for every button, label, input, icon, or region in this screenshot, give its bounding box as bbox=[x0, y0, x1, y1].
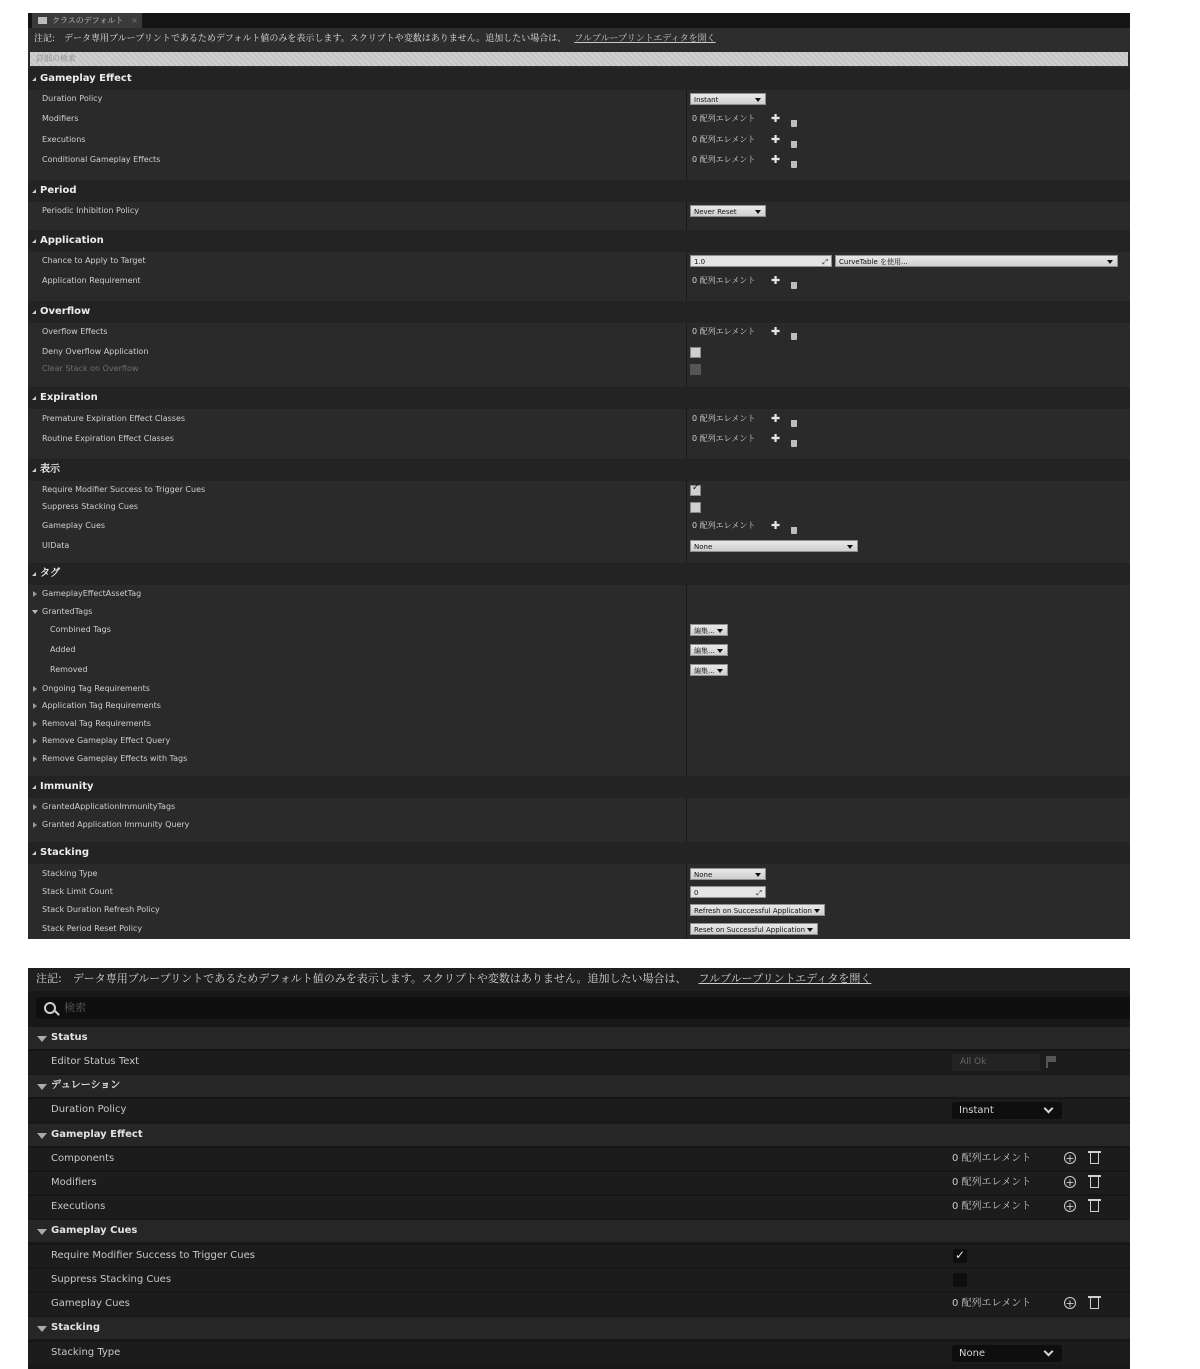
label: Clear Stack on Overflow bbox=[42, 364, 139, 373]
category-tags[interactable]: タグ bbox=[28, 563, 1130, 585]
note-text: 注記: データ専用ブループリントであるためデフォルト値のみを表示します。スクリプトや変数はありません。追加したい場合は、 bbox=[34, 34, 567, 44]
blueprint-icon bbox=[38, 17, 47, 24]
stack-duration-refresh-dropdown[interactable]: Refresh on Successful Application bbox=[690, 904, 825, 916]
label: Require Modifier Success to Trigger Cues bbox=[51, 1250, 255, 1261]
row-remove-effect-query[interactable] bbox=[28, 732, 1130, 750]
row-stacking-type bbox=[28, 865, 1130, 883]
row-clear-stack bbox=[28, 360, 1130, 378]
trash-icon[interactable] bbox=[1090, 1201, 1099, 1212]
label: Remove Gameplay Effects with Tags bbox=[42, 754, 188, 763]
curve-table-dropdown[interactable]: CurveTable を使用... bbox=[835, 255, 1118, 267]
stacking-type-value: None bbox=[959, 1348, 986, 1359]
array-count: 0 配列エレメント bbox=[692, 414, 756, 423]
suppress-stacking-checkbox[interactable] bbox=[690, 502, 701, 513]
row-application-tag-req[interactable] bbox=[28, 697, 1130, 715]
category-display[interactable]: 表示 bbox=[28, 459, 1130, 481]
category-immunity[interactable]: Immunity bbox=[28, 776, 1130, 798]
add-element-icon[interactable]: ✚ bbox=[771, 412, 781, 425]
label: Stack Period Reset Policy bbox=[42, 924, 143, 933]
stacking-type-dropdown[interactable] bbox=[952, 1345, 1062, 1362]
row-chance-to-apply bbox=[28, 252, 1130, 270]
array-count: 0 配列エレメント bbox=[692, 434, 756, 443]
label: Deny Overflow Application bbox=[42, 347, 149, 356]
tab-label: クラスのデフォルト bbox=[52, 16, 124, 25]
open-full-editor-link[interactable]: フルブループリントエディタを開く bbox=[698, 972, 872, 985]
label: Gameplay Cues bbox=[51, 1298, 130, 1309]
row-application-requirement bbox=[28, 272, 1130, 290]
label: Stack Limit Count bbox=[42, 887, 113, 896]
duration-policy-dropdown[interactable]: Instant bbox=[690, 93, 766, 105]
row-stack-duration-refresh bbox=[28, 901, 1130, 919]
label: Added bbox=[50, 645, 76, 654]
add-element-icon[interactable]: + bbox=[1065, 1152, 1075, 1165]
row-added-tags bbox=[28, 641, 1130, 659]
label: Routine Expiration Effect Classes bbox=[42, 434, 174, 443]
label: Removed bbox=[50, 665, 88, 674]
label: Duration Policy bbox=[42, 94, 103, 103]
category-gameplay-effect[interactable]: Gameplay Effect bbox=[28, 1124, 1130, 1146]
row-require-modifier-success bbox=[28, 1244, 1130, 1267]
row-modifiers bbox=[28, 1171, 1130, 1194]
label: Stacking Type bbox=[42, 869, 98, 878]
array-count: 0 配列エレメント bbox=[692, 155, 756, 164]
add-element-icon[interactable]: ✚ bbox=[771, 133, 781, 146]
expand-arrow-icon[interactable] bbox=[33, 686, 37, 692]
row-deny-overflow bbox=[28, 343, 1130, 361]
row-granted-immunity-tags[interactable] bbox=[28, 798, 1130, 816]
add-element-icon[interactable]: ✚ bbox=[771, 274, 781, 287]
row-overflow-effects bbox=[28, 323, 1130, 341]
delete-icon[interactable] bbox=[791, 137, 797, 144]
array-count: 0 配列エレメント bbox=[952, 1201, 1032, 1212]
row-modifiers bbox=[28, 110, 1130, 128]
label: Ongoing Tag Requirements bbox=[42, 684, 150, 693]
row-asset-tag[interactable] bbox=[28, 585, 1130, 603]
uidata-dropdown[interactable]: None bbox=[690, 540, 858, 552]
add-element-icon[interactable]: ✚ bbox=[771, 519, 781, 532]
row-combined-tags bbox=[28, 621, 1130, 639]
expand-arrow-icon[interactable] bbox=[33, 756, 37, 762]
label: Application Requirement bbox=[42, 276, 141, 285]
category-stacking[interactable]: Stacking bbox=[28, 1317, 1130, 1339]
note-text: 注記: データ専用ブループリントであるためデフォルト値のみを表示します。スクリプトや変数はありません。追加したい場合は、 bbox=[36, 972, 687, 985]
require-modifier-checkbox[interactable] bbox=[953, 1249, 967, 1263]
add-element-icon[interactable]: ✚ bbox=[771, 432, 781, 445]
delete-icon[interactable] bbox=[791, 436, 797, 443]
require-modifier-checkbox[interactable] bbox=[690, 485, 701, 496]
collapse-arrow-icon[interactable] bbox=[32, 610, 38, 614]
expand-arrow-icon[interactable] bbox=[33, 804, 37, 810]
category-expiration[interactable]: Expiration bbox=[28, 387, 1130, 409]
delete-icon[interactable] bbox=[791, 329, 797, 336]
delete-icon[interactable] bbox=[791, 416, 797, 423]
add-element-icon[interactable]: ✚ bbox=[771, 153, 781, 166]
row-premature-expiration bbox=[28, 410, 1130, 428]
search-placeholder: 検索 bbox=[64, 1001, 86, 1014]
expand-arrow-icon[interactable] bbox=[33, 591, 37, 597]
array-count: 0 配列エレメント bbox=[692, 327, 756, 336]
label: Periodic Inhibition Policy bbox=[42, 206, 140, 215]
row-conditional-effects bbox=[28, 151, 1130, 169]
trash-icon[interactable] bbox=[1090, 1177, 1099, 1188]
row-removed-tags bbox=[28, 661, 1130, 679]
row-uidata bbox=[28, 537, 1130, 555]
category-period[interactable]: Period bbox=[28, 180, 1130, 202]
search-input[interactable] bbox=[36, 997, 1130, 1019]
stack-period-reset-dropdown[interactable]: Reset on Successful Application bbox=[690, 923, 818, 935]
row-duration-policy bbox=[28, 1098, 1130, 1121]
row-suppress-stacking-cues bbox=[28, 498, 1130, 516]
label: Removal Tag Requirements bbox=[42, 719, 151, 728]
label: Application Tag Requirements bbox=[42, 701, 161, 710]
trash-icon bbox=[791, 333, 797, 340]
trash-icon bbox=[791, 420, 797, 427]
label: Duration Policy bbox=[51, 1104, 127, 1115]
duration-policy-value: Instant bbox=[959, 1105, 994, 1116]
row-stack-period-reset bbox=[28, 920, 1130, 938]
edit-combined-tags-button[interactable]: 編集... bbox=[690, 624, 728, 636]
array-count: 0 配列エレメント bbox=[692, 135, 756, 144]
row-require-modifier-success bbox=[28, 481, 1130, 499]
edit-removed-tags-button[interactable]: 編集... bbox=[690, 664, 728, 676]
array-count: 0 配列エレメント bbox=[952, 1153, 1032, 1164]
row-granted-immunity-query[interactable] bbox=[28, 816, 1130, 834]
edit-added-tags-button[interactable]: 編集... bbox=[690, 644, 728, 656]
row-routine-expiration bbox=[28, 430, 1130, 448]
drag-icon: ⤢ bbox=[756, 889, 762, 897]
deny-overflow-checkbox[interactable] bbox=[690, 347, 701, 358]
data-only-note bbox=[28, 968, 1130, 991]
label: Suppress Stacking Cues bbox=[42, 502, 139, 511]
row-ongoing-tag-req[interactable] bbox=[28, 680, 1130, 698]
add-element-icon[interactable]: ✚ bbox=[771, 112, 781, 125]
chevron-down-icon bbox=[1044, 1104, 1054, 1114]
category-overflow[interactable]: Overflow bbox=[28, 301, 1130, 323]
label: Components bbox=[51, 1153, 115, 1164]
expand-arrow-icon[interactable] bbox=[33, 738, 37, 744]
stacking-type-dropdown[interactable]: None bbox=[690, 868, 766, 880]
category-application[interactable]: Application bbox=[28, 230, 1130, 252]
row-removal-tag-req[interactable] bbox=[28, 715, 1130, 733]
row-periodic-inhibition bbox=[28, 202, 1130, 220]
row-granted-tags[interactable] bbox=[28, 603, 1130, 621]
trash-icon bbox=[791, 161, 797, 168]
label: Premature Expiration Effect Classes bbox=[42, 414, 186, 423]
close-icon[interactable]: × bbox=[131, 16, 138, 25]
row-components bbox=[28, 1147, 1130, 1170]
label: Combined Tags bbox=[50, 625, 111, 634]
array-count: 0 配列エレメント bbox=[692, 276, 756, 285]
trash-icon bbox=[791, 440, 797, 447]
trash-icon[interactable] bbox=[1090, 1153, 1099, 1164]
row-suppress-stacking-cues bbox=[28, 1268, 1130, 1291]
array-count: 0 配列エレメント bbox=[952, 1177, 1032, 1188]
duration-policy-dropdown[interactable] bbox=[952, 1102, 1062, 1119]
label: Overflow Effects bbox=[42, 327, 108, 336]
row-duration-policy bbox=[28, 90, 1130, 108]
expand-arrow-icon[interactable] bbox=[33, 822, 37, 828]
row-remove-effects-with-tags[interactable] bbox=[28, 750, 1130, 768]
label: GameplayEffectAssetTag bbox=[42, 589, 142, 598]
trash-icon bbox=[791, 282, 797, 289]
row-executions bbox=[28, 1195, 1130, 1218]
expand-arrow-icon[interactable] bbox=[33, 721, 37, 727]
label: GrantedTags bbox=[42, 607, 93, 616]
label: Editor Status Text bbox=[51, 1056, 140, 1067]
add-element-icon[interactable]: + bbox=[1065, 1200, 1075, 1213]
trash-icon bbox=[791, 527, 797, 534]
add-element-icon[interactable]: + bbox=[1065, 1297, 1075, 1310]
label: Conditional Gameplay Effects bbox=[42, 155, 161, 164]
row-stack-limit-count bbox=[28, 883, 1130, 901]
delete-icon[interactable] bbox=[791, 157, 797, 164]
row-gameplay-cues bbox=[28, 1292, 1130, 1315]
delete-icon[interactable] bbox=[791, 278, 797, 285]
category-stacking[interactable]: Stacking bbox=[28, 842, 1130, 864]
label: Granted Application Immunity Query bbox=[42, 820, 190, 829]
delete-icon[interactable] bbox=[791, 116, 797, 123]
stack-limit-value: 0 bbox=[694, 889, 699, 897]
label: Executions bbox=[51, 1201, 106, 1212]
array-count: 0 配列エレメント bbox=[692, 521, 756, 530]
open-full-editor-link[interactable]: フルブループリントエディタを開く bbox=[574, 34, 716, 44]
row-stacking-type bbox=[28, 1341, 1130, 1364]
label: Stacking Type bbox=[51, 1347, 121, 1358]
tab-bar bbox=[28, 13, 1130, 28]
chance-value: 1.0 bbox=[694, 258, 706, 266]
array-count: 0 配列エレメント bbox=[692, 114, 756, 123]
category-duration[interactable]: デュレーション bbox=[28, 1075, 1130, 1097]
label: Stack Duration Refresh Policy bbox=[42, 905, 160, 914]
editor-status-field: All Ok bbox=[952, 1054, 1040, 1071]
label: Chance to Apply to Target bbox=[42, 256, 146, 265]
search-input[interactable]: 詳細の検索 bbox=[30, 52, 1128, 66]
new-details-panel bbox=[28, 968, 1130, 1369]
add-element-icon[interactable]: + bbox=[1065, 1176, 1075, 1189]
trash-icon[interactable] bbox=[1090, 1298, 1099, 1309]
label: Require Modifier Success to Trigger Cues bbox=[42, 485, 206, 494]
label: UIData bbox=[42, 541, 70, 550]
chevron-down-icon bbox=[1044, 1347, 1054, 1357]
expand-arrow-icon[interactable] bbox=[33, 703, 37, 709]
drag-icon: ⤢ bbox=[822, 258, 828, 266]
trash-icon bbox=[791, 120, 797, 127]
category-status[interactable]: Status bbox=[28, 1027, 1130, 1049]
stack-limit-input[interactable] bbox=[690, 886, 766, 898]
delete-icon[interactable] bbox=[791, 523, 797, 530]
chance-input[interactable] bbox=[690, 255, 832, 267]
data-only-note bbox=[28, 28, 1130, 51]
category-gameplay-effect[interactable]: Gameplay Effect bbox=[28, 68, 1130, 90]
label: Modifiers bbox=[51, 1177, 97, 1188]
trash-icon bbox=[791, 141, 797, 148]
old-details-panel bbox=[28, 13, 1130, 939]
clear-stack-checkbox bbox=[690, 364, 701, 375]
label: Executions bbox=[42, 135, 86, 144]
row-executions bbox=[28, 131, 1130, 149]
label: GrantedApplicationImmunityTags bbox=[42, 802, 176, 811]
suppress-stacking-checkbox[interactable] bbox=[953, 1273, 967, 1287]
label: Modifiers bbox=[42, 114, 79, 123]
tab-class-defaults[interactable] bbox=[32, 13, 142, 28]
row-editor-status-text bbox=[28, 1050, 1130, 1073]
category-gameplay-cues[interactable]: Gameplay Cues bbox=[28, 1220, 1130, 1242]
periodic-inhibition-dropdown[interactable]: Never Reset bbox=[690, 205, 766, 217]
label: Remove Gameplay Effect Query bbox=[42, 736, 171, 745]
search-icon bbox=[44, 1002, 56, 1014]
label: Suppress Stacking Cues bbox=[51, 1274, 172, 1285]
array-count: 0 配列エレメント bbox=[952, 1298, 1032, 1309]
row-gameplay-cues bbox=[28, 517, 1130, 535]
flag-icon[interactable] bbox=[1046, 1056, 1048, 1068]
label: Gameplay Cues bbox=[42, 521, 106, 530]
add-element-icon[interactable]: ✚ bbox=[771, 325, 781, 338]
